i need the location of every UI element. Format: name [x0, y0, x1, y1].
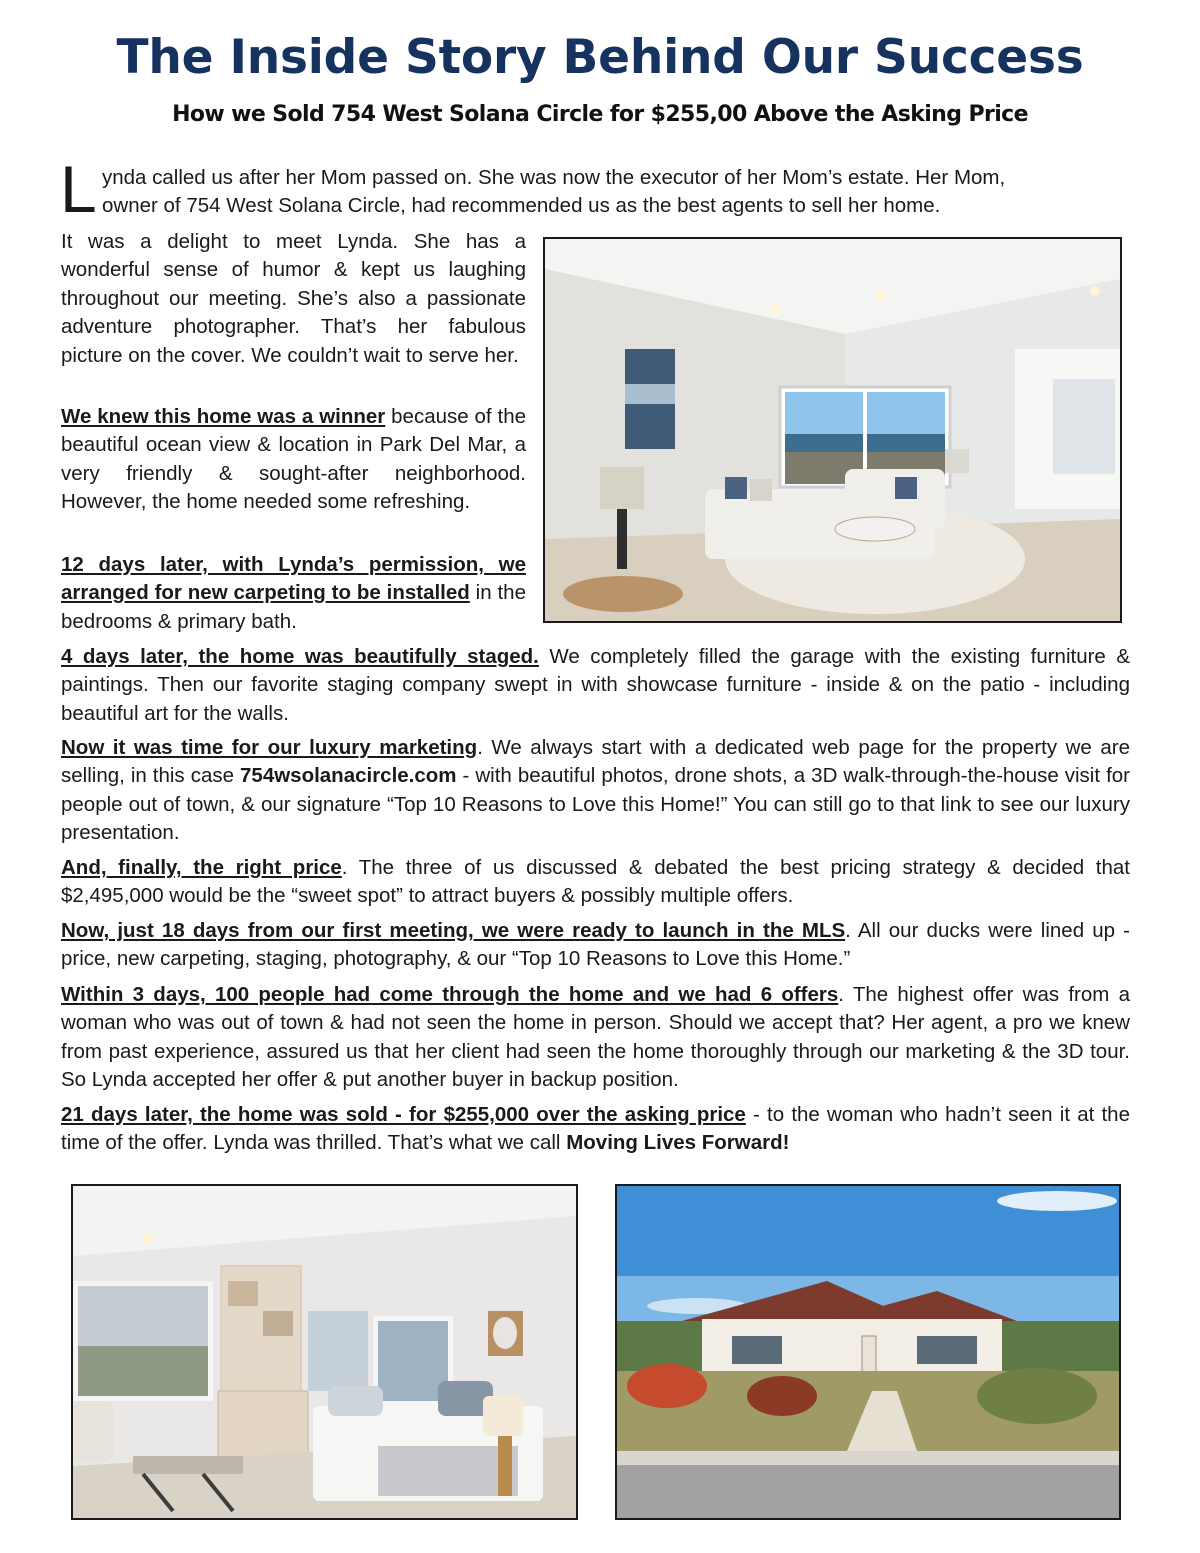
paragraph-offers-text: . The highest offer was from a woman who was out of town & had not seen the home in person. Should we accept that? Her agent, a pro we knew from past experience, assured us that her client had seen the home thoroughly through our marketing & the 3D tour. So Lynda accepted her offer & put another buyer in backup position.: [61, 983, 1130, 1092]
paragraph-marketing: [61, 734, 1130, 848]
intro-line-1: ynda called us after her Mom passed on. She was now the executor of her Mom’s estate. Her Mom,: [102, 166, 1006, 189]
paragraph-carpeting: [61, 551, 526, 636]
paragraph-winner-lead: We knew this home was a winner: [61, 405, 386, 428]
drop-cap: L: [60, 152, 97, 226]
intro-paragraph: [60, 152, 1140, 226]
paragraph-marketing-lead: Now it was time for our luxury marketing: [61, 736, 478, 759]
paragraph-launch: [61, 917, 1130, 974]
paragraph-winner-text: because of the beautiful ocean view & location in Park Del Mar, a very friendly & sought-after neighborhood. However, the home needed some refreshing.: [61, 405, 527, 514]
paragraph-sold-lead: 21 days later, the home was sold - for $255,000 over the asking price: [61, 1103, 746, 1126]
paragraph-launch-text: . All our ducks were lined up - price, new carpeting, staging, photography, & our “Top 10 Reasons to Love this Home.”: [61, 919, 1130, 971]
paragraph-sold-text: - to the woman who hadn’t seen it at the time of the offer. Lynda was thrilled. That’s what we call: [61, 1103, 1130, 1155]
page-subtitle: How we Sold 754 West Solana Circle for $255,00 Above the Asking Price: [172, 102, 1028, 127]
living-room-photo: [543, 237, 1122, 623]
paragraph-carpeting-lead: 12 days later, with Lynda’s permission, we arranged for new carpeting to be installed: [61, 553, 526, 605]
paragraph-offers-lead: Within 3 days, 100 people had come through the home and we had 6 offers: [61, 983, 839, 1006]
paragraph-winner: [61, 403, 526, 517]
paragraph-staging-text: We completely filled the garage with the existing furniture & paintings. Then our favorite staging company swept in with showcase furniture - inside & on the patio - including beautiful art for the walls.: [61, 645, 1130, 725]
intro-text: [102, 164, 1140, 221]
paragraph-price-text: . The three of us discussed & debated the best pricing strategy & decided that $2,495,000 would be the “sweet spot” to attract buyers & possibly multiple offers.: [61, 856, 1130, 908]
paragraph-carpeting-text: in the bedrooms & primary bath.: [61, 581, 526, 633]
paragraph-offers: [61, 981, 1130, 1095]
paragraph-marketing-text: - with beautiful photos, drone shots, a 3D walk-through-the-house visit for people out of town, & our signature “Top 10 Reasons to Love this Home!” You can still go to that link to see our luxury presentation.: [61, 764, 1130, 845]
intro-line-2: owner of 754 West Solana Circle, had recommended us as the best agents to sell her home.: [102, 194, 941, 218]
paragraph-price-lead: And, finally, the right price: [61, 856, 342, 879]
paragraph-meeting: It was a delight to meet Lynda. She has a wonderful sense of humor & kept us laughing throughout our meeting. She’s also a passionate adventure photographer. That’s her fabulous picture on the cover. We couldn’t wait to serve her.: [61, 230, 526, 367]
tagline: Moving Lives Forward!: [566, 1131, 790, 1155]
bedroom-photo: [71, 1184, 578, 1520]
paragraph-sold: [61, 1101, 1130, 1158]
house-exterior-photo: [615, 1184, 1121, 1520]
paragraph-price: [61, 854, 1130, 911]
paragraph-marketing-mid: . We always start with a dedicated web page for the property we are selling, in this case: [61, 736, 1130, 788]
website-link: 754wsolanacircle.com: [240, 764, 457, 788]
paragraph-staging-lead: 4 days later, the home was beautifully staged.: [61, 645, 539, 668]
paragraph-staging: [61, 643, 1130, 728]
page-title: The Inside Story Behind Our Success: [116, 30, 1084, 85]
paragraph-launch-lead: Now, just 18 days from our first meeting, we were ready to launch in the MLS: [61, 919, 846, 942]
